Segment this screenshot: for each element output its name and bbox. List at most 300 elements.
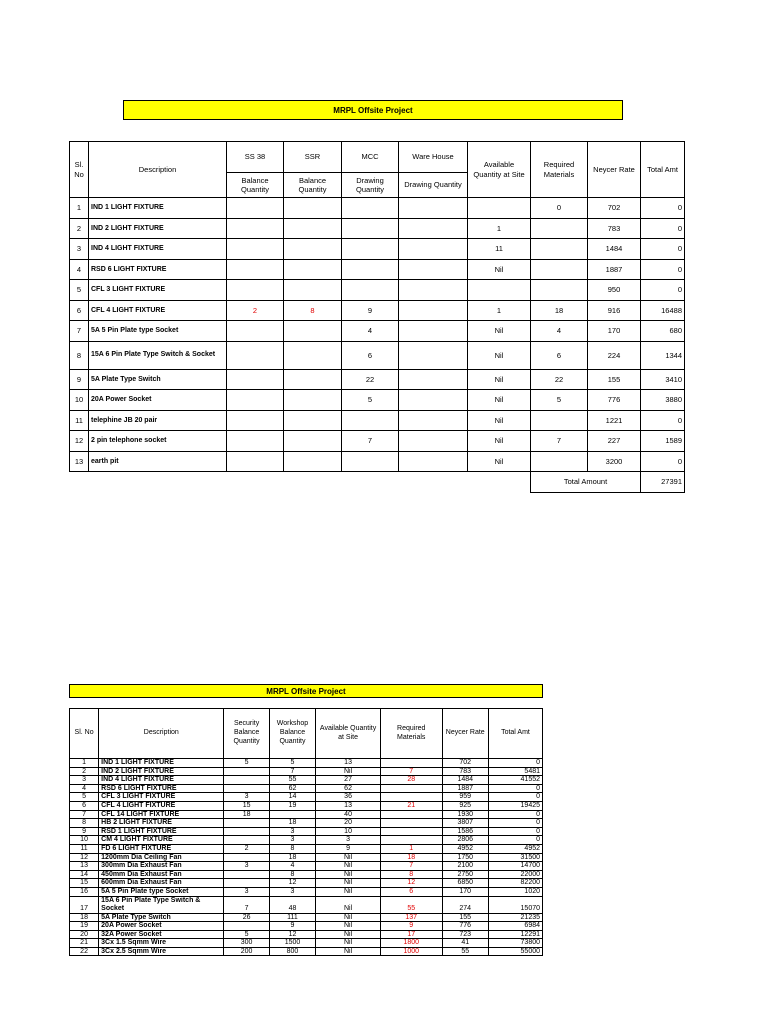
- row-description: HB 2 LIGHT FIXTURE: [99, 819, 224, 828]
- row-required: 1800: [380, 939, 442, 948]
- row-required: 7: [531, 431, 588, 452]
- row-number: 19: [70, 922, 99, 931]
- row-total: 0: [488, 759, 542, 768]
- row-warehouse: [399, 218, 468, 239]
- row-description: CFL 3 LIGHT FIXTURE: [89, 280, 227, 301]
- header-description: Description: [99, 709, 224, 759]
- header-ssr: SSR: [284, 142, 342, 173]
- row-number: 18: [70, 913, 99, 922]
- table-row: [70, 321, 685, 342]
- row-total: 0: [488, 836, 542, 845]
- row-rate: 916: [588, 300, 641, 321]
- row-number: 4: [70, 784, 99, 793]
- table-row: [70, 239, 685, 260]
- row-available: 13: [316, 759, 381, 768]
- header-slno: Sl. No: [70, 142, 89, 198]
- row-warehouse: [399, 198, 468, 219]
- row-description: 1200mm Dia Ceiling Fan: [99, 853, 224, 862]
- row-mcc: 5: [342, 390, 399, 411]
- row-number: 1: [70, 198, 89, 219]
- row-required: [380, 759, 442, 768]
- row-security: [224, 776, 269, 785]
- row-total: 0: [488, 810, 542, 819]
- row-required: 22: [531, 369, 588, 390]
- row-description: IND 1 LIGHT FIXTURE: [99, 759, 224, 768]
- row-required: 17: [380, 930, 442, 939]
- table-row: [70, 844, 543, 853]
- row-description: CFL 4 LIGHT FIXTURE: [99, 801, 224, 810]
- row-description: 32A Power Socket: [99, 930, 224, 939]
- bottom-materials-table: [69, 708, 543, 956]
- row-rate: 3200: [588, 451, 641, 472]
- header-warehouse: Ware House: [399, 142, 468, 173]
- row-description: 20A Power Socket: [99, 922, 224, 931]
- row-security: [224, 819, 269, 828]
- table-row: [70, 939, 543, 948]
- row-number: 20: [70, 930, 99, 939]
- row-required: [380, 819, 442, 828]
- row-warehouse: [399, 390, 468, 411]
- row-ssr: [284, 280, 342, 301]
- row-description: CFL 14 LIGHT FIXTURE: [99, 810, 224, 819]
- row-workshop: 18: [269, 853, 315, 862]
- row-mcc: [342, 198, 399, 219]
- row-workshop: 12: [269, 930, 315, 939]
- row-required: 18: [380, 853, 442, 862]
- row-rate: 776: [442, 922, 488, 931]
- header-mcc: MCC: [342, 142, 399, 173]
- row-available: Nil: [316, 922, 381, 931]
- row-available: Nil: [468, 341, 531, 369]
- row-total: 41552: [488, 776, 542, 785]
- row-number: 14: [70, 870, 99, 879]
- row-required: [531, 218, 588, 239]
- row-number: 10: [70, 390, 89, 411]
- row-number: 7: [70, 810, 99, 819]
- row-rate: 2750: [442, 870, 488, 879]
- row-workshop: 48: [269, 896, 315, 913]
- row-security: [224, 836, 269, 845]
- row-workshop: 8: [269, 870, 315, 879]
- row-security: 200: [224, 947, 269, 956]
- row-required: 21: [380, 801, 442, 810]
- table-row: [70, 862, 543, 871]
- row-description: IND 4 LIGHT FIXTURE: [89, 239, 227, 260]
- row-ssr: [284, 451, 342, 472]
- row-security: 3: [224, 862, 269, 871]
- table-row: [70, 280, 685, 301]
- row-total: 0: [641, 259, 685, 280]
- row-warehouse: [399, 451, 468, 472]
- row-available: Nil: [468, 259, 531, 280]
- row-total: 6984: [488, 922, 542, 931]
- header-rate: Neycer Rate: [442, 709, 488, 759]
- row-warehouse: [399, 410, 468, 431]
- row-rate: 4952: [442, 844, 488, 853]
- row-rate: 783: [442, 767, 488, 776]
- row-rate: 1484: [442, 776, 488, 785]
- row-rate: 1930: [442, 810, 488, 819]
- row-ss38: [227, 321, 284, 342]
- header-slno: Sl. No: [70, 709, 99, 759]
- row-total: 3410: [641, 369, 685, 390]
- row-ss38: 2: [227, 300, 284, 321]
- header-workshop: [269, 709, 315, 759]
- row-rate: 925: [442, 801, 488, 810]
- row-workshop: 62: [269, 784, 315, 793]
- row-number: 8: [70, 341, 89, 369]
- row-available: Nil: [316, 947, 381, 956]
- row-workshop: 5: [269, 759, 315, 768]
- security-label: Security: [233, 720, 260, 728]
- row-available: Nil: [316, 913, 381, 922]
- row-description: CM 4 LIGHT FIXTURE: [99, 836, 224, 845]
- row-available: 10: [316, 827, 381, 836]
- row-description: 5A 5 Pin Plate type Socket: [89, 321, 227, 342]
- row-required: 12: [380, 879, 442, 888]
- row-workshop: 3: [269, 827, 315, 836]
- row-total: 3880: [641, 390, 685, 411]
- table-row: [70, 793, 543, 802]
- row-available: [468, 198, 531, 219]
- row-total: 0: [641, 198, 685, 219]
- row-available: Nil: [468, 431, 531, 452]
- row-workshop: 3: [269, 836, 315, 845]
- row-ss38: [227, 390, 284, 411]
- row-number: 2: [70, 218, 89, 239]
- row-warehouse: [399, 321, 468, 342]
- row-mcc: [342, 410, 399, 431]
- row-available: Nil: [316, 879, 381, 888]
- header-drawing-qty: Drawing Quantity: [399, 173, 468, 198]
- row-number: 5: [70, 280, 89, 301]
- row-warehouse: [399, 259, 468, 280]
- row-description: 3Cx 1.5 Sqmm Wire: [99, 939, 224, 948]
- row-ss38: [227, 239, 284, 260]
- header-available: Available Quantity at Site: [468, 142, 531, 198]
- row-required: [380, 784, 442, 793]
- row-rate: 959: [442, 793, 488, 802]
- row-available: Nil: [468, 410, 531, 431]
- row-description: IND 1 LIGHT FIXTURE: [89, 198, 227, 219]
- row-security: 26: [224, 913, 269, 922]
- balance-qty-label: Balance Quantity: [279, 729, 306, 745]
- row-rate: 55: [442, 947, 488, 956]
- row-description: IND 2 LIGHT FIXTURE: [99, 767, 224, 776]
- row-number: 2: [70, 767, 99, 776]
- total-amount-label: Total Amount: [531, 472, 641, 493]
- row-required: 6: [380, 887, 442, 896]
- table-row: [70, 259, 685, 280]
- row-description: CFL 4 LIGHT FIXTURE: [89, 300, 227, 321]
- row-total: 0: [641, 451, 685, 472]
- table-row: [70, 341, 685, 369]
- row-required: [531, 239, 588, 260]
- row-mcc: [342, 218, 399, 239]
- row-security: [224, 853, 269, 862]
- row-total: 680: [641, 321, 685, 342]
- row-available: 36: [316, 793, 381, 802]
- row-number: 13: [70, 451, 89, 472]
- row-security: 7: [224, 896, 269, 913]
- row-rate: 783: [588, 218, 641, 239]
- row-total: 0: [488, 827, 542, 836]
- row-number: 4: [70, 259, 89, 280]
- row-description: 15A 6 Pin Plate Type Switch & Socket: [99, 896, 224, 913]
- row-rate: 702: [442, 759, 488, 768]
- top-materials-table: [69, 141, 685, 493]
- header-balance-qty: Balance Quantity: [284, 173, 342, 198]
- row-available: [468, 280, 531, 301]
- row-ssr: [284, 431, 342, 452]
- row-rate: 1750: [442, 853, 488, 862]
- row-security: [224, 922, 269, 931]
- table-row: [70, 767, 543, 776]
- row-ssr: [284, 390, 342, 411]
- row-rate: 1586: [442, 827, 488, 836]
- header-required: Required Materials: [380, 709, 442, 759]
- row-total: 0: [488, 784, 542, 793]
- row-description: earth pit: [89, 451, 227, 472]
- row-number: 6: [70, 300, 89, 321]
- header-available: Available Quantity at Site: [316, 709, 381, 759]
- row-ss38: [227, 218, 284, 239]
- row-mcc: 22: [342, 369, 399, 390]
- row-total: 19425: [488, 801, 542, 810]
- row-security: 5: [224, 930, 269, 939]
- row-number: 3: [70, 239, 89, 260]
- table-row: [70, 879, 543, 888]
- row-mcc: 4: [342, 321, 399, 342]
- row-rate: 1887: [442, 784, 488, 793]
- row-total: 22000: [488, 870, 542, 879]
- row-total: 0: [488, 819, 542, 828]
- row-description: IND 4 LIGHT FIXTURE: [99, 776, 224, 785]
- row-description: 15A 6 Pin Plate Type Switch & Socket: [89, 341, 227, 369]
- row-required: [380, 836, 442, 845]
- row-required: 5: [531, 390, 588, 411]
- top-title: MRPL Offsite Project: [123, 100, 623, 120]
- row-rate: 1887: [588, 259, 641, 280]
- table-row: [70, 390, 685, 411]
- table-row: [70, 896, 543, 913]
- row-available: 13: [316, 801, 381, 810]
- row-number: 11: [70, 844, 99, 853]
- row-required: [531, 280, 588, 301]
- row-ss38: [227, 451, 284, 472]
- row-available: 11: [468, 239, 531, 260]
- row-description: RSD 6 LIGHT FIXTURE: [99, 784, 224, 793]
- row-rate: 274: [442, 896, 488, 913]
- header-total: Total Amt: [488, 709, 542, 759]
- row-security: 300: [224, 939, 269, 948]
- row-total: 82200: [488, 879, 542, 888]
- row-ssr: 8: [284, 300, 342, 321]
- row-available: 1: [468, 300, 531, 321]
- row-total: 0: [641, 280, 685, 301]
- row-rate: 155: [588, 369, 641, 390]
- row-required: [380, 810, 442, 819]
- row-required: 1000: [380, 947, 442, 956]
- row-description: 20A Power Socket: [89, 390, 227, 411]
- row-ssr: [284, 259, 342, 280]
- table-row: [70, 784, 543, 793]
- row-available: Nil: [316, 862, 381, 871]
- row-workshop: 18: [269, 819, 315, 828]
- row-total: 0: [488, 793, 542, 802]
- row-rate: 2806: [442, 836, 488, 845]
- row-workshop: 1500: [269, 939, 315, 948]
- table-row: [70, 759, 543, 768]
- row-available: Nil: [316, 767, 381, 776]
- row-total: 55000: [488, 947, 542, 956]
- row-mcc: [342, 451, 399, 472]
- row-available: Nil: [468, 451, 531, 472]
- row-total: 12291: [488, 930, 542, 939]
- row-number: 9: [70, 827, 99, 836]
- row-description: 5A 5 Pin Plate type Socket: [99, 887, 224, 896]
- row-required: [531, 451, 588, 472]
- row-total: 1344: [641, 341, 685, 369]
- row-description: IND 2 LIGHT FIXTURE: [89, 218, 227, 239]
- row-total: 15070: [488, 896, 542, 913]
- row-ssr: [284, 321, 342, 342]
- row-number: 5: [70, 793, 99, 802]
- row-mcc: [342, 280, 399, 301]
- table-row: [70, 887, 543, 896]
- row-total: 0: [641, 218, 685, 239]
- table-row: [70, 300, 685, 321]
- row-ssr: [284, 198, 342, 219]
- row-workshop: 12: [269, 879, 315, 888]
- row-number: 9: [70, 369, 89, 390]
- row-mcc: 9: [342, 300, 399, 321]
- row-ssr: [284, 369, 342, 390]
- row-ss38: [227, 369, 284, 390]
- row-total: 16488: [641, 300, 685, 321]
- row-description: 450mm Dia Exhaust Fan: [99, 870, 224, 879]
- row-available: Nil: [316, 887, 381, 896]
- table-row: [70, 930, 543, 939]
- row-total: 14700: [488, 862, 542, 871]
- row-available: 40: [316, 810, 381, 819]
- row-workshop: 4: [269, 862, 315, 871]
- row-number: 15: [70, 879, 99, 888]
- row-available: Nil: [316, 939, 381, 948]
- header-drawing-qty: Drawing Quantity: [342, 173, 399, 198]
- row-available: Nil: [316, 930, 381, 939]
- row-description: 2 pin telephone socket: [89, 431, 227, 452]
- table-row: [70, 922, 543, 931]
- row-ssr: [284, 341, 342, 369]
- header-total: Total Amt: [641, 142, 685, 198]
- row-security: 18: [224, 810, 269, 819]
- table-row: [70, 451, 685, 472]
- row-workshop: 3: [269, 887, 315, 896]
- row-workshop: 14: [269, 793, 315, 802]
- row-warehouse: [399, 239, 468, 260]
- bottom-title: MRPL Offsite Project: [69, 684, 543, 698]
- total-amount-value: 27391: [641, 472, 685, 493]
- row-total: 31500: [488, 853, 542, 862]
- row-number: 16: [70, 887, 99, 896]
- row-number: 7: [70, 321, 89, 342]
- header-required: Required Materials: [531, 142, 588, 198]
- row-security: 3: [224, 793, 269, 802]
- header-security: [224, 709, 269, 759]
- row-description: 600mm Dia Exhaust Fan: [99, 879, 224, 888]
- row-total: 21235: [488, 913, 542, 922]
- row-required: 7: [380, 767, 442, 776]
- row-available: 3: [316, 836, 381, 845]
- row-workshop: 8: [269, 844, 315, 853]
- row-available: 9: [316, 844, 381, 853]
- row-security: [224, 870, 269, 879]
- row-required: 4: [531, 321, 588, 342]
- row-rate: 2100: [442, 862, 488, 871]
- row-mcc: [342, 259, 399, 280]
- row-mcc: [342, 239, 399, 260]
- table-row: [70, 369, 685, 390]
- row-security: 5: [224, 759, 269, 768]
- row-required: 9: [380, 922, 442, 931]
- table-row: [70, 801, 543, 810]
- row-security: 15: [224, 801, 269, 810]
- row-available: 27: [316, 776, 381, 785]
- row-description: FD 6 LIGHT FIXTURE: [99, 844, 224, 853]
- table-row: [70, 810, 543, 819]
- row-rate: 723: [442, 930, 488, 939]
- row-workshop: 9: [269, 922, 315, 931]
- row-workshop: 111: [269, 913, 315, 922]
- row-required: 0: [531, 198, 588, 219]
- row-ssr: [284, 410, 342, 431]
- table-row: [70, 776, 543, 785]
- row-rate: 6850: [442, 879, 488, 888]
- row-warehouse: [399, 431, 468, 452]
- row-mcc: 7: [342, 431, 399, 452]
- row-rate: 1484: [588, 239, 641, 260]
- row-required: 7: [380, 862, 442, 871]
- row-total: 1589: [641, 431, 685, 452]
- row-number: 12: [70, 431, 89, 452]
- table-row: [70, 218, 685, 239]
- row-workshop: 7: [269, 767, 315, 776]
- row-number: 21: [70, 939, 99, 948]
- row-workshop: 800: [269, 947, 315, 956]
- row-required: 1: [380, 844, 442, 853]
- row-total: 0: [641, 410, 685, 431]
- row-ssr: [284, 239, 342, 260]
- table-row: [70, 913, 543, 922]
- row-rate: 155: [442, 913, 488, 922]
- balance-qty-label: Balance Quantity: [233, 729, 260, 745]
- row-ss38: [227, 259, 284, 280]
- header-balance-qty: Balance Quantity: [227, 173, 284, 198]
- row-required: 8: [380, 870, 442, 879]
- table-row: [70, 947, 543, 956]
- row-required: 137: [380, 913, 442, 922]
- row-mcc: 6: [342, 341, 399, 369]
- row-total: 4952: [488, 844, 542, 853]
- row-available: Nil: [316, 870, 381, 879]
- row-description: RSD 1 LIGHT FIXTURE: [99, 827, 224, 836]
- row-security: [224, 767, 269, 776]
- table-row: [70, 836, 543, 845]
- row-required: [380, 827, 442, 836]
- row-required: [531, 410, 588, 431]
- row-description: 300mm Dia Exhaust Fan: [99, 862, 224, 871]
